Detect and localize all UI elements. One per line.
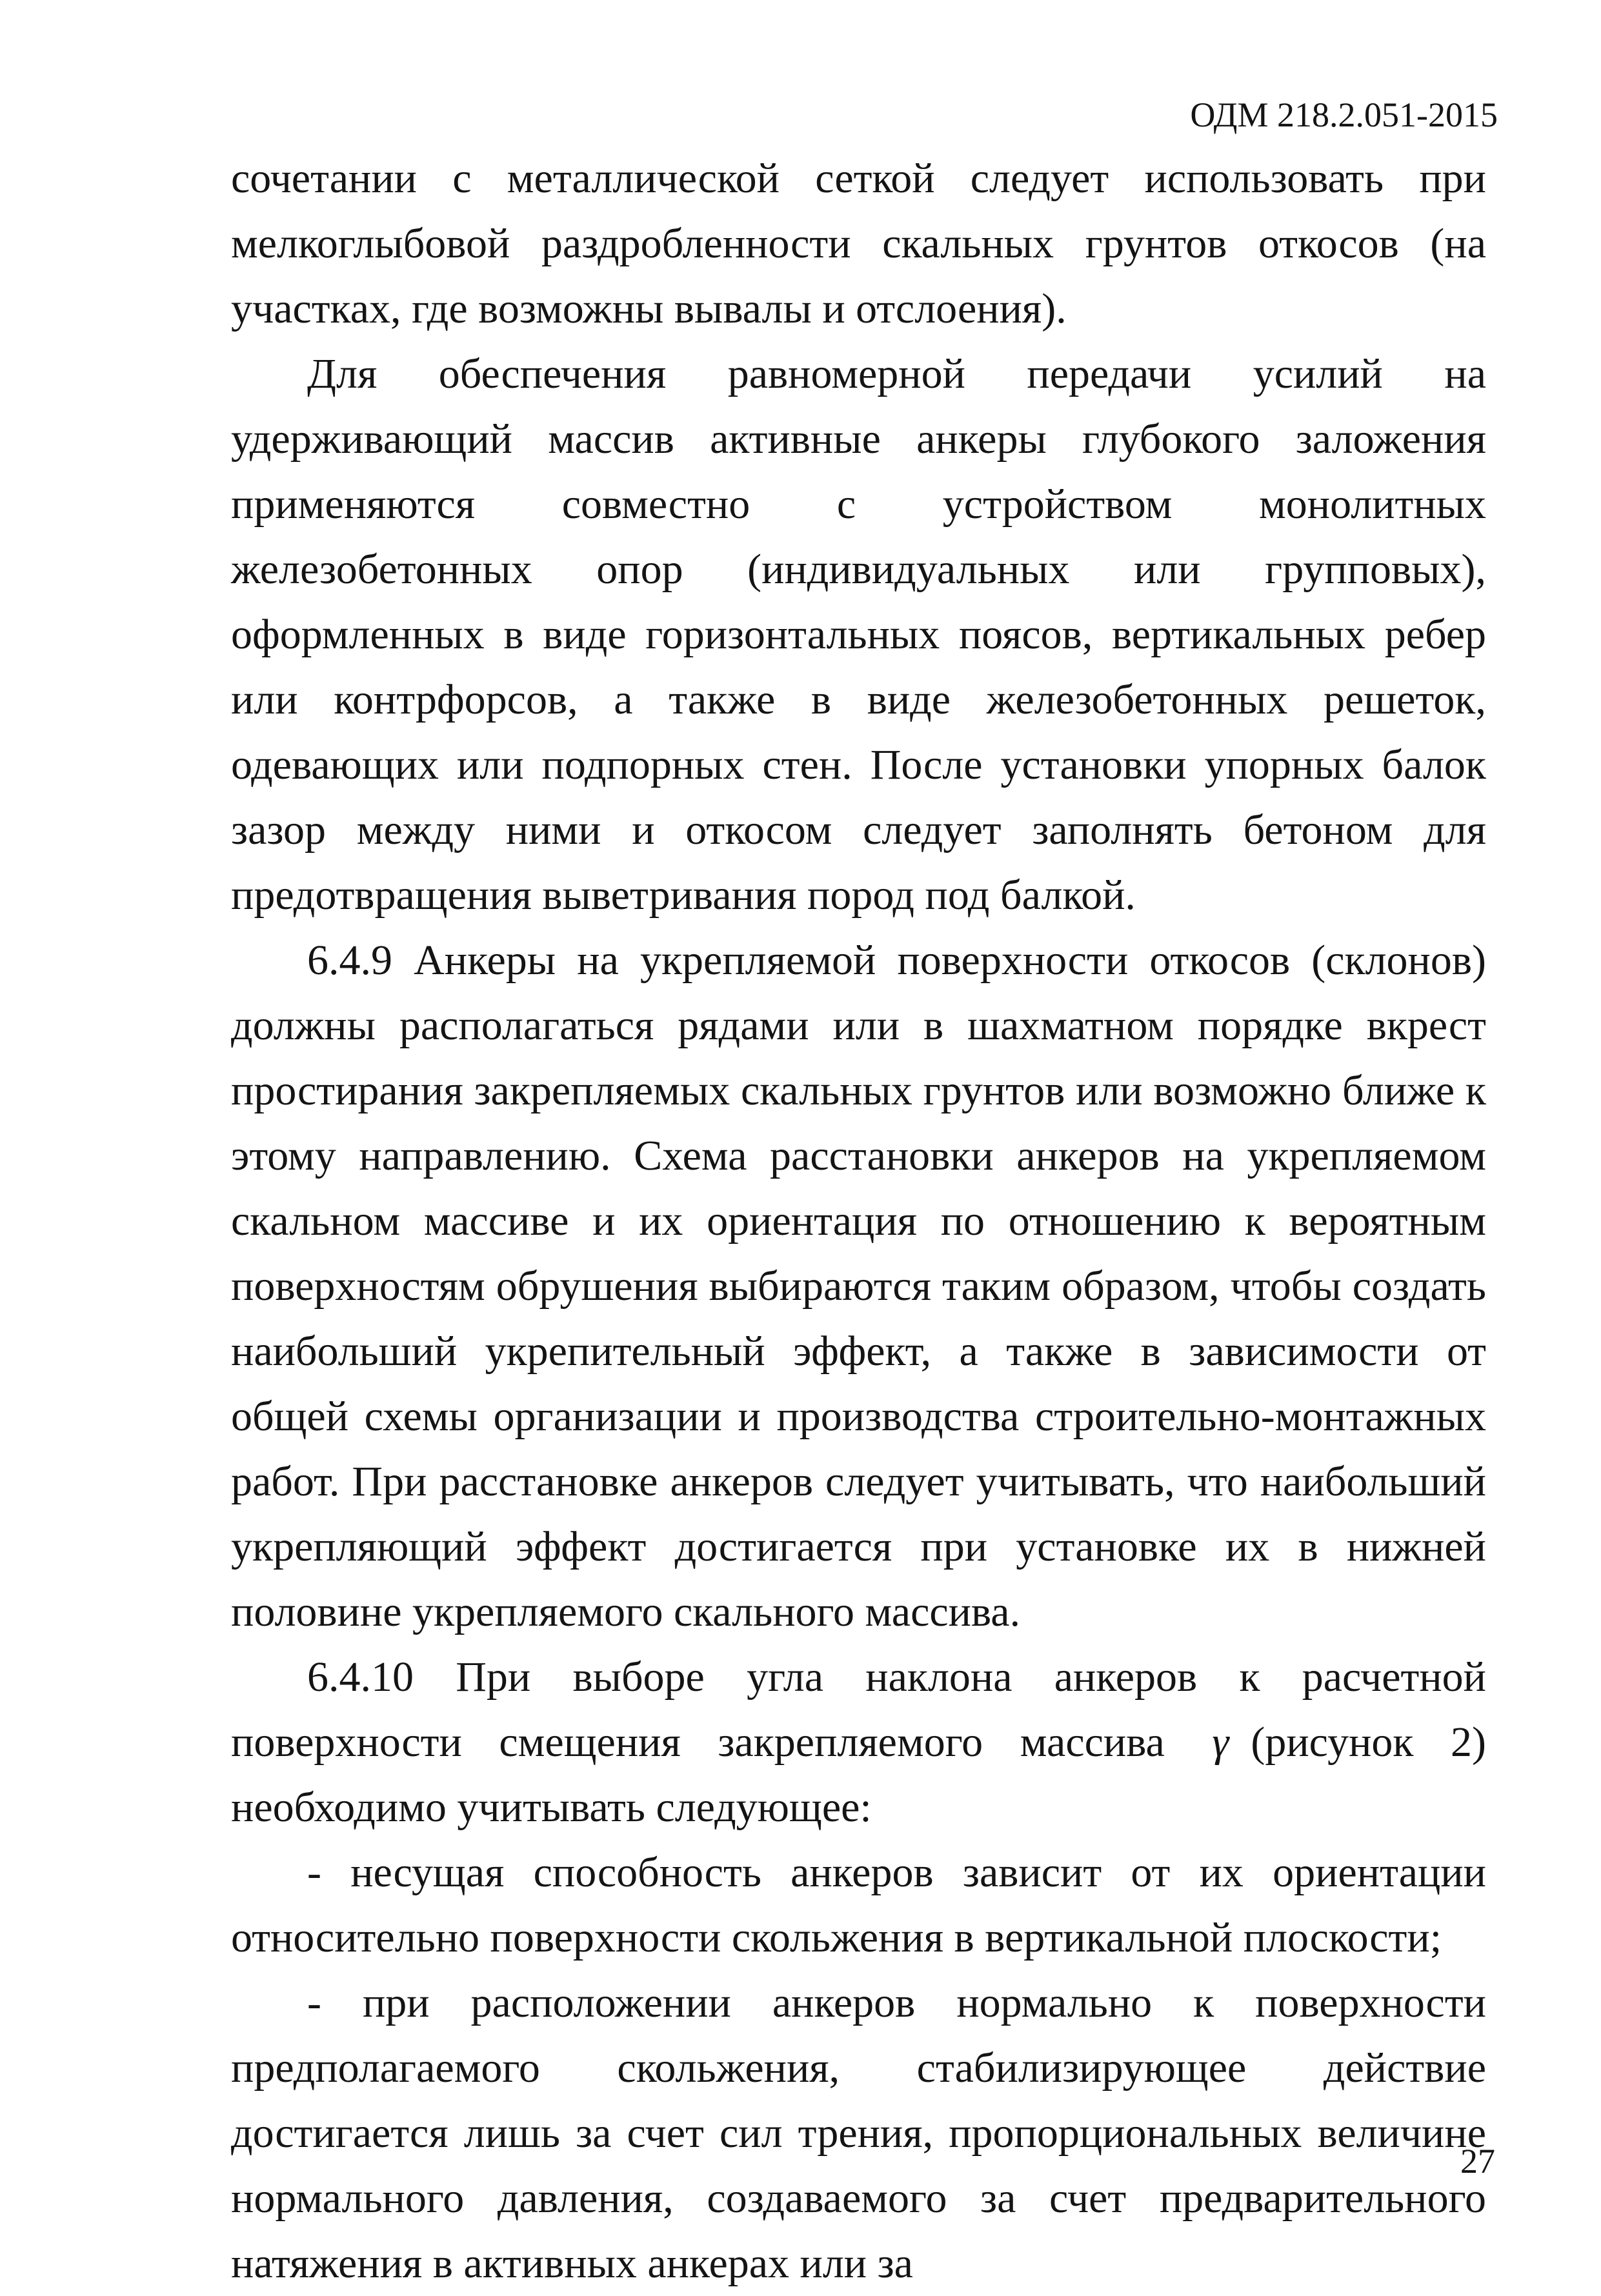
paragraph-section-6-4-10-lead: 6.4.10 При выборе угла наклона анкеров к расчетной поверхности смещения закрепляемого массива — [231, 1653, 1486, 1766]
paragraph-anchor-supports: Для обеспечения равномерной передачи усилий на удерживающий массив активные анкеры глубокого заложения применяются совместно с устройством монолитных железобетонных опор (индивидуальных или групповых), оформленных в виде горизонтальных поясов, вертикальных ребер или контрфорсов, а также в виде железобетонных решеток, одевающих или подпорных стен. После установки упорных балок зазор между ними и откосом следует заполнять бетоном для предотвращения выветривания пород под балкой. — [231, 350, 1486, 919]
paragraph-section-6-4-9: 6.4.9 Анкеры на укрепляемой поверхности откосов (склонов) должны располагаться рядами или в шахматном порядке вкрест простирания закрепляемых скальных грунтов или возможно ближе к этому направлению. Схема расстановки анкеров на укрепляемом скальном массиве и их ориентация по отношению к вероятным поверхностям обрушения выбираются таким образом, чтобы создать наибольший укрепительный эффект, а также в зависимости от общей схемы организации и производства строительно-монтажных работ. При расстановке анкеров следует учитывать, что наибольший укрепляющий эффект достигается при установке их в нижней половине укрепляемого скального массива. — [231, 937, 1486, 1635]
body-text — [231, 146, 1486, 2296]
page-number: 27 — [1460, 2142, 1495, 2181]
list-item-bearing-capacity: - несущая способность анкеров зависит от их ориентации относительно поверхности скольжения в вертикальной плоскости; — [231, 1849, 1486, 1961]
paragraph-section-6-4-10-tail: (рисунок 2) необходимо учитывать следующее: — [231, 1719, 1486, 1831]
paragraph-continuation: сочетании с металлической сеткой следует использовать при мелкоглыбовой раздробленности скальных грунтов откосов (на участках, где возможны вывалы и отслоения). — [231, 155, 1486, 332]
document-code-header: ОДМ 218.2.051-2015 — [1190, 95, 1498, 134]
gamma-symbol: γ — [1212, 1719, 1229, 1766]
list-item-normal-placement: - при расположении анкеров нормально к поверхности предполагаемого скольжения, стабилизирующее действие достигается лишь за счет сил трения, пропорциональных величине нормального давления, создаваемого за счет предварительного натяжения в активных анкерах или за — [231, 1979, 1486, 2287]
paragraph-section-6-4-10 — [231, 1644, 1486, 1840]
